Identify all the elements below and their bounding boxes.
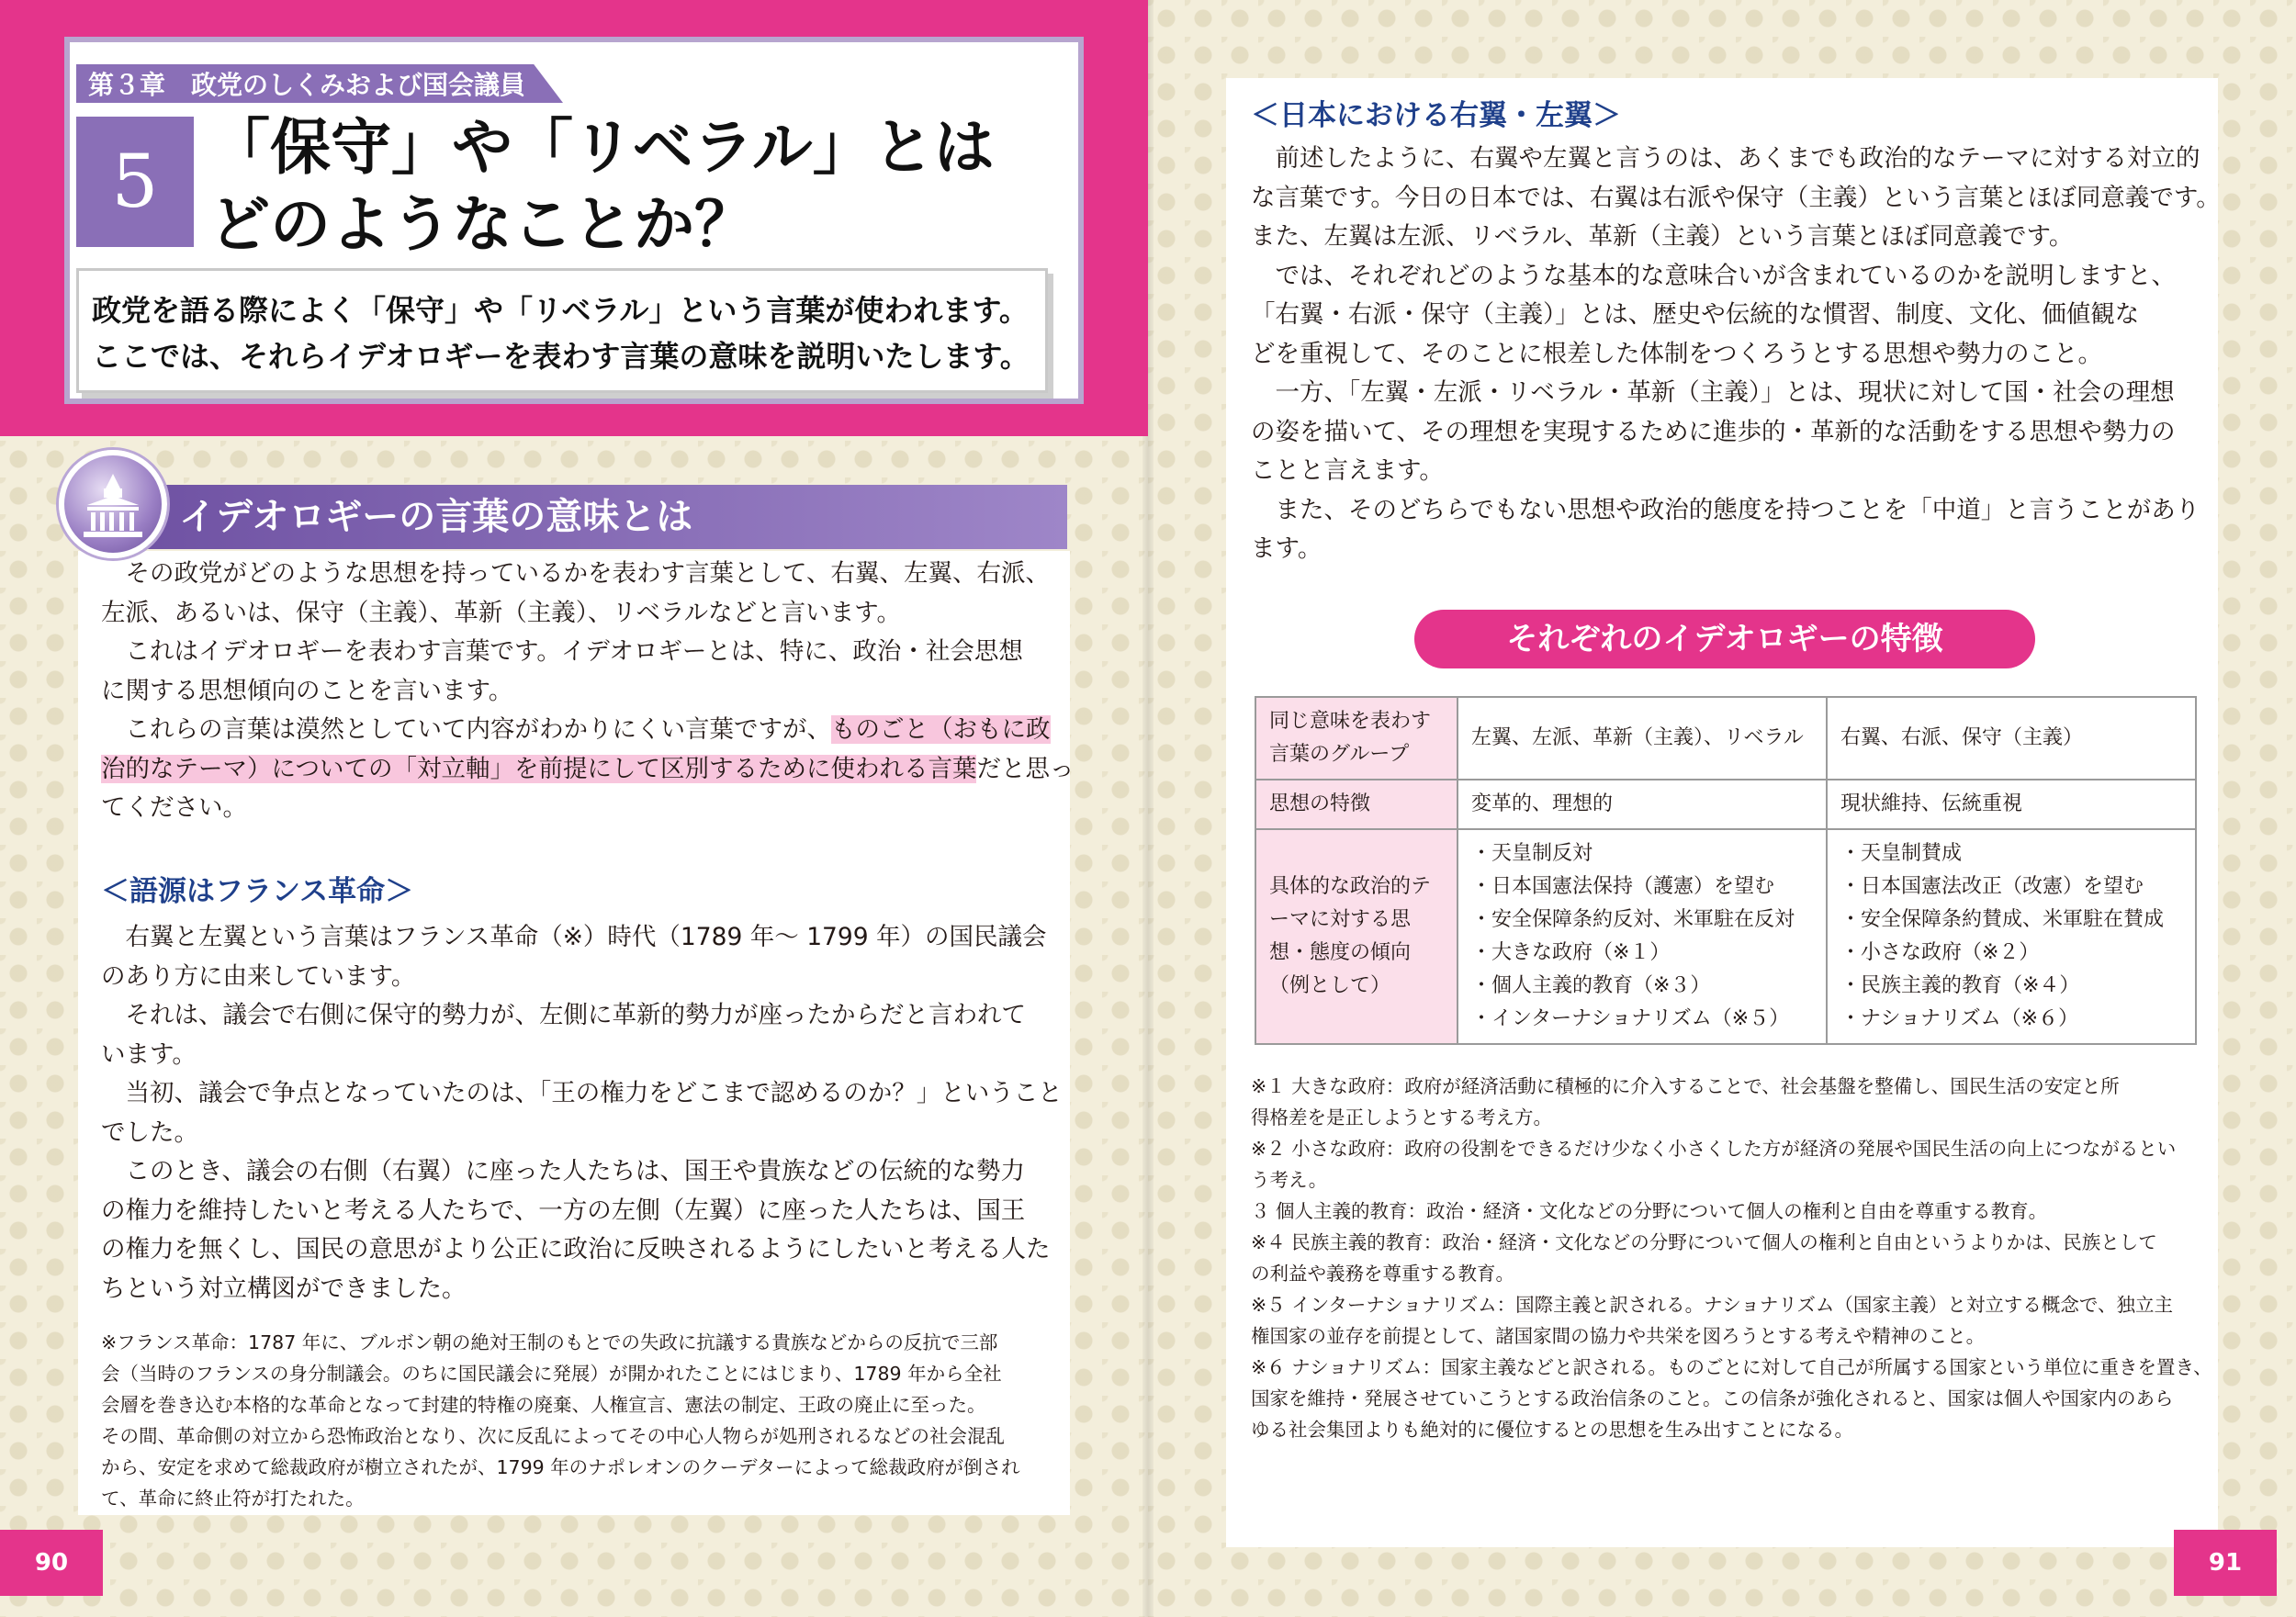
- note-line: ３ 個人主義的教育：政治・経済・文化などの分野について個人の権利と自由を尊重する教育。: [1251, 1200, 2048, 1222]
- paragraph-intro: [101, 555, 1074, 828]
- text-line: また、そのどちらでもない思想や政治的態度を持つことを「中道」と言うことがあり: [1251, 495, 2200, 524]
- cell-right-tendency: [1827, 829, 2196, 1044]
- text-line: の姿を描いて、その理想を実現するために進歩的・革新的な活動をする思想や勢力の: [1251, 417, 2176, 446]
- row-label-tendency: 具体的な政治的テーマに対する思想・態度の傾向（例として）: [1255, 829, 1458, 1044]
- list-item: ・日本国憲法改正（改憲）を望む: [1840, 875, 2144, 898]
- text-line: に関する思想傾向のことを言います。: [101, 676, 513, 705]
- cell-left-feature: 変革的、理想的: [1458, 780, 1827, 829]
- text-span: これらの言葉は漠然としていて内容がわかりにくい言葉ですが、: [101, 715, 831, 744]
- text-line: 右翼と左翼という言葉はフランス革命（※）時代（1789 年〜 1799 年）の国民議会: [101, 923, 1047, 951]
- subheading-etymology: ＜語源はフランス革命＞: [101, 875, 414, 908]
- section-heading: イデオロギーの言葉の意味とは: [179, 496, 693, 538]
- ideology-table: [1255, 696, 2197, 1045]
- lead-text: [92, 287, 1030, 379]
- section-number: 5: [111, 139, 159, 224]
- list-item: ・ナショナリズム（※６）: [1840, 1007, 2079, 1030]
- list-item: ・天皇制賛成: [1840, 842, 1963, 865]
- list-item: ・小さな政府（※２）: [1840, 941, 2040, 964]
- page-number-left: 90: [0, 1530, 103, 1596]
- text-line: [101, 711, 1074, 750]
- list-item: ・安全保障条約反対、米軍駐在反対: [1471, 908, 1795, 931]
- table-row: [1255, 780, 2196, 829]
- note-line: う考え。: [1251, 1169, 1328, 1191]
- subheading-japan: ＜日本における右翼・左翼＞: [1251, 99, 1621, 132]
- text-line: その政党がどのような思想を持っているかを表わす言葉として、右翼、左翼、右派、: [101, 559, 1050, 588]
- text-line: それは、議会で右側に保守的勢力が、左側に革新的勢力が座ったからだと言われて: [101, 1001, 1026, 1029]
- text-line: 前述したように、右翼や左翼と言うのは、あくまでも政治的なテーマに対する対立的: [1251, 144, 2200, 173]
- list-item: ・民族主義的教育（※４）: [1840, 974, 2080, 997]
- text-line: のあり方に由来しています。: [101, 961, 416, 991]
- table-title-pill: それぞれのイデオロギーの特徴: [1414, 610, 2035, 668]
- paragraph-japan: [1251, 140, 2221, 569]
- page-number-right: 91: [2174, 1530, 2277, 1596]
- lead-line-1: 政党を語る際によく「保守」や「リベラル」という言葉が使われます。: [92, 293, 1029, 328]
- note-line: ※６ ナショナリズム：国家主義などと訳される。ものごとに対して自己が所属する国家という単位に重きを置き、: [1251, 1356, 2212, 1378]
- text-line: [101, 750, 1074, 790]
- text-line: な言葉です。今日の日本では、右翼は右派や保守（主義）という言葉とほぼ同意義です。: [1251, 183, 2221, 212]
- text-line: でした。: [101, 1117, 198, 1147]
- row-label-group: 同じ意味を表わす言葉のグループ: [1255, 697, 1458, 780]
- text-line: また、左翼は左派、リベラル、革新（主義）という言葉とほぼ同意義です。: [1251, 222, 2074, 251]
- note-line: ※２ 小さな政府：政府の役割をできるだけ少なく小さくした方が経済の発展や国民生活の向上につながるとい: [1251, 1138, 2177, 1160]
- note-line: ※フランス革命：1787 年に、ブルボン朝の絶対王制のもとでの失政に抗議する貴族などからの反抗で三部: [101, 1331, 998, 1353]
- text-line: 一方、「左翼・左派・リベラル・革新（主義）」とは、現状に対して国・社会の理想: [1251, 378, 2175, 407]
- list-item: ・インターナショナリズム（※５）: [1471, 1007, 1790, 1030]
- note-line: ※１ 大きな政府：政府が経済活動に積極的に介入することで、社会基盤を整備し、国民生活の安定と所: [1251, 1075, 2120, 1097]
- note-line: その間、革命側の対立から恐怖政治となり、次に反乱によってその中心人物らが処刑されるなどの社会混乱: [101, 1425, 1005, 1447]
- highlight-text: 治的なテーマ）についての「対立軸」を前提にして区別するために使われる言葉: [101, 754, 977, 783]
- page-title: [209, 108, 995, 263]
- text-line: どを重視して、そのことに根差した体制をつくろうとする思想や勢力のこと。: [1251, 339, 2102, 368]
- diet-building-icon: [59, 450, 167, 558]
- cell-right-group: 右翼、右派、保守（主義）: [1827, 697, 2196, 780]
- list-item: ・天皇制反対: [1471, 842, 1593, 865]
- title-line-2: どのようなことか？: [209, 188, 755, 260]
- text-line: 「右翼・右派・保守（主義）」とは、歴史や伝統的な慣習、制度、文化、価値観な: [1251, 300, 2140, 329]
- title-line-1: 「保守」や「リベラル」とは: [209, 111, 995, 183]
- list-item: ・日本国憲法保持（護憲）を望む: [1471, 875, 1775, 898]
- note-line: 会（当時のフランスの身分制議会。のちに国民議会に発展）が開かれたことにはじまり、1789 年から全社: [101, 1363, 1002, 1385]
- highlight-text: ものごと（おもに政: [831, 715, 1051, 744]
- text-line: ちという対立構図ができました。: [101, 1274, 467, 1303]
- table-row: [1255, 697, 2196, 780]
- note-line: ※５ インターナショナリズム：国際主義と訳される。ナショナリズム（国家主義）と対立する概念で、独立主: [1251, 1294, 2174, 1316]
- text-line: います。: [101, 1039, 197, 1069]
- chapter-label: 第３章 政党のしくみおよび国会議員: [88, 70, 526, 100]
- paragraph-french-revolution: [101, 918, 1063, 1308]
- text-line: てください。: [101, 793, 247, 822]
- text-line: これはイデオロギーを表わす言葉です。イデオロギーとは、特に、政治・社会思想: [101, 637, 1023, 666]
- cell-right-feature: 現状維持、伝統重視: [1827, 780, 2196, 829]
- note-line: の利益や義務を尊重する教育。: [1251, 1263, 1514, 1285]
- list-item: ・大きな政府（※１）: [1471, 941, 1671, 964]
- text-line: 左派、あるいは、保守（主義）、革新（主義）、リベラルなどと言います。: [101, 598, 902, 627]
- cell-left-tendency: [1458, 829, 1827, 1044]
- note-line: て、革命に終止符が打たれた。: [101, 1488, 365, 1510]
- note-line: ※４ 民族主義的教育：政治・経済・文化などの分野について個人の権利と自由というよりかは、民族として: [1251, 1231, 2157, 1253]
- note-line: 会層を巻き込む本格的な革命となって封建的特権の廃棄、人権宣言、憲法の制定、王政の廃止に至った。: [101, 1394, 986, 1416]
- note-line: 権国家の並存を前提として、諸国家間の協力や共栄を図ろうとする考えや精神のこと。: [1251, 1325, 1986, 1347]
- note-line: 得格差を是正しようとする考え方。: [1251, 1106, 1552, 1129]
- text-line: ことと言えます。: [1251, 456, 1444, 485]
- text-line: ます。: [1251, 534, 1322, 563]
- note-line: ゆる社会集団よりも絶対的に優位するとの思想を生み出すことになる。: [1251, 1419, 1853, 1441]
- cell-left-group: 左翼、左派、革新（主義）、リベラル: [1458, 697, 1827, 780]
- text-line: このとき、議会の右側（右翼）に座った人たちは、国王や貴族などの伝統的な勢力: [101, 1157, 1025, 1185]
- note-line: から、安定を求めて総裁政府が樹立されたが、1799 年のナポレオンのクーデターによって総裁政府が倒され: [101, 1456, 1020, 1478]
- text-line: の権力を維持したいと考える人たちで、一方の左側（左翼）に座った人たちは、国王: [101, 1196, 1026, 1225]
- footnotes-right: [1251, 1071, 2212, 1445]
- list-item: ・個人主義的教育（※３）: [1471, 974, 1711, 997]
- table-row: [1255, 829, 2196, 1044]
- text-span: だと思っ: [976, 754, 1075, 783]
- row-label-feature: 思想の特徴: [1255, 780, 1458, 829]
- text-line: では、それぞれどのような基本的な意味合いが含まれているのかを説明しますと、: [1251, 261, 2176, 290]
- list-item: ・安全保障条約賛成、米軍駐在賛成: [1840, 908, 2165, 931]
- note-line: 国家を維持・発展させていこうとする政治信条のこと。この信条が強化されると、国家は個人や国家内のあら: [1251, 1387, 2174, 1409]
- footnote-french-revolution: [101, 1327, 1020, 1514]
- text-line: の権力を無くし、国民の意思がより公正に政治に反映されるようにしたいと考える人た: [101, 1235, 1051, 1263]
- lead-line-2: ここでは、それらイデオロギーを表わす言葉の意味を説明いたします。: [92, 339, 1030, 374]
- text-line: 当初、議会で争点となっていたのは、「王の権力をどこまで認めるのか？」ということ: [101, 1079, 1063, 1107]
